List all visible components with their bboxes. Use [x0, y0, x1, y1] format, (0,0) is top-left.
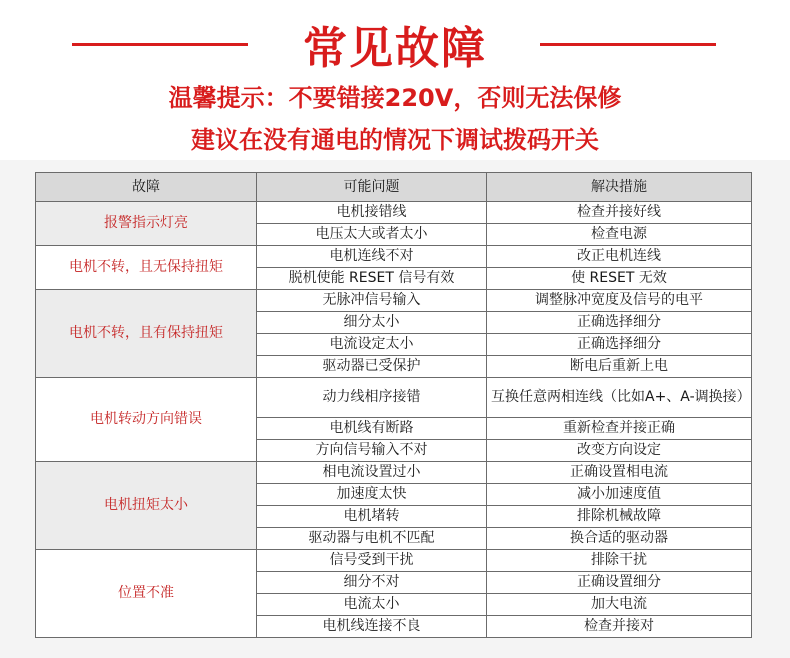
solution-cell: 排除机械故障: [487, 506, 752, 528]
table-row: [36, 246, 752, 268]
solution-cell: 减小加速度值: [487, 484, 752, 506]
problem-cell: 信号受到干扰: [257, 550, 487, 572]
fault-cell: 电机不转，且有保持扭矩: [36, 290, 257, 378]
page-title: 常见故障: [303, 23, 487, 74]
table-row: [36, 202, 752, 224]
solution-cell: 正确选择细分: [487, 312, 752, 334]
solution-cell: 互换任意两相连线（比如A+、A-调换接）: [487, 378, 752, 418]
fault-cell: 电机扭矩太小: [36, 462, 257, 550]
table-header-row: [36, 173, 752, 202]
fault-cell: 报警指示灯亮: [36, 202, 257, 246]
table-row: [36, 462, 752, 484]
problem-cell: 电机线连接不良: [257, 616, 487, 638]
fault-cell: 位置不准: [36, 550, 257, 638]
problem-cell: 电机接错线: [257, 202, 487, 224]
solution-cell: 加大电流: [487, 594, 752, 616]
solution-cell: 改正电机连线: [487, 246, 752, 268]
fault-cell: 电机转动方向错误: [36, 378, 257, 462]
problem-cell: 细分不对: [257, 572, 487, 594]
problem-cell: 电流设定太小: [257, 334, 487, 356]
advice-notice: 建议在没有通电的情况下调试拨码开关: [191, 126, 599, 154]
fault-cell: 电机不转，且无保持扭矩: [36, 246, 257, 290]
problem-cell: 电机连线不对: [257, 246, 487, 268]
problem-cell: 动力线相序接错: [257, 378, 487, 418]
problem-cell: 方向信号输入不对: [257, 440, 487, 462]
solution-cell: 断电后重新上电: [487, 356, 752, 378]
table-row: [36, 378, 752, 418]
problem-cell: 电机堵转: [257, 506, 487, 528]
problem-cell: 电压太大或者太小: [257, 224, 487, 246]
warning-notice: 温馨提示：不要错接220V，否则无法保修: [168, 84, 622, 112]
problem-cell: 相电流设置过小: [257, 462, 487, 484]
solution-cell: 正确选择细分: [487, 334, 752, 356]
solution-cell: 正确设置相电流: [487, 462, 752, 484]
solution-cell: 检查电源: [487, 224, 752, 246]
solution-cell: 正确设置细分: [487, 572, 752, 594]
solution-cell: 重新检查并接正确: [487, 418, 752, 440]
title-row: [0, 8, 790, 74]
fault-table: [35, 172, 752, 638]
solution-cell: 使 RESET 无效: [487, 268, 752, 290]
problem-cell: 电流太小: [257, 594, 487, 616]
title-divider-right: [540, 43, 716, 46]
table-row: [36, 550, 752, 572]
solution-cell: 调整脉冲宽度及信号的电平: [487, 290, 752, 312]
header-fault: 故障: [36, 173, 257, 202]
problem-cell: 驱动器与电机不匹配: [257, 528, 487, 550]
problem-cell: 电机线有断路: [257, 418, 487, 440]
solution-cell: 检查并接对: [487, 616, 752, 638]
problem-cell: 加速度太快: [257, 484, 487, 506]
solution-cell: 换合适的驱动器: [487, 528, 752, 550]
problem-cell: 驱动器已受保护: [257, 356, 487, 378]
header-possible-problem: 可能问题: [257, 173, 487, 202]
header-solution: 解决措施: [487, 173, 752, 202]
table-row: [36, 290, 752, 312]
solution-cell: 检查并接好线: [487, 202, 752, 224]
solution-cell: 排除干扰: [487, 550, 752, 572]
problem-cell: 无脉冲信号输入: [257, 290, 487, 312]
problem-cell: 脱机使能 RESET 信号有效: [257, 268, 487, 290]
solution-cell: 改变方向设定: [487, 440, 752, 462]
problem-cell: 细分太小: [257, 312, 487, 334]
